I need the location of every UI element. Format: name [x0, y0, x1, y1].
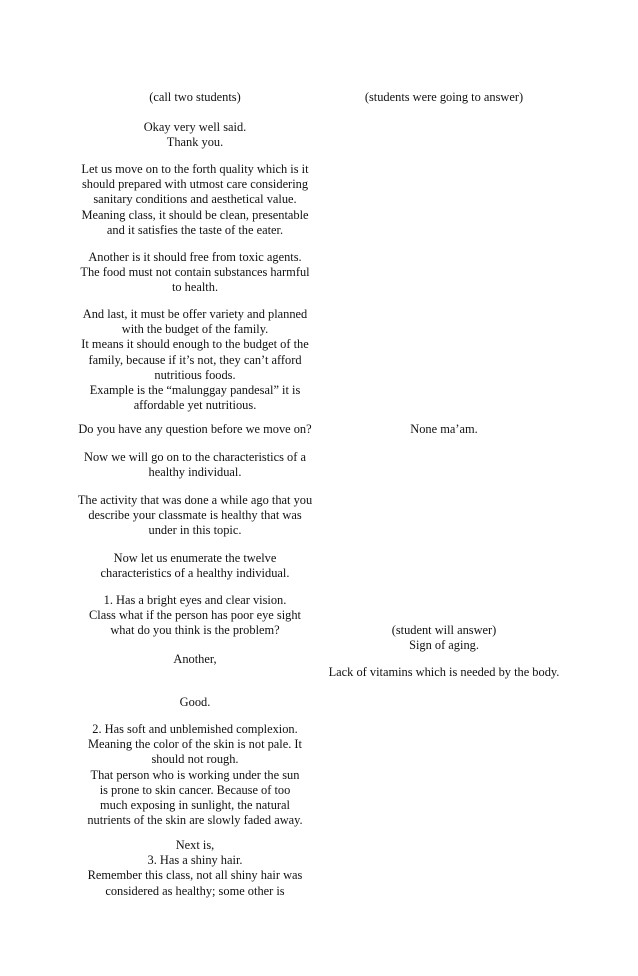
- teacher-text-block: Now let us enumerate the twelve characteristics of a healthy individual.: [100, 551, 290, 581]
- teacher-text-block: Good.: [179, 695, 211, 709]
- teacher-text-block: Do you have any question before we move on?: [78, 422, 312, 436]
- student-text-block: (student will answer) Sign of aging.: [391, 623, 497, 653]
- teacher-text-block: Another is it should free from toxic agents. The food must not contain substances harmful to health.: [80, 250, 310, 295]
- student-text-block: Lack of vitamins which is needed by the body.: [328, 665, 560, 679]
- teacher-text-block: Okay very well said. Thank you.: [143, 120, 247, 150]
- student-text-block: None ma’am.: [410, 422, 478, 436]
- teacher-text-block: The activity that was done a while ago that you describe your classmate is healthy that was under in this topic.: [77, 493, 313, 538]
- teacher-text-block: 2. Has soft and unblemished complexion. Meaning the color of the skin is not pale. It should not rough. That person who is working under the sun is prone to skin cancer. Because of too much exposing in sunlight, the natural nutrients of the skin are slowly faded away.: [87, 722, 303, 828]
- teacher-text-block: Let us move on to the forth quality which is it should prepared with utmost care considering sanitary conditions and aesthetical value. Meaning class, it should be clean, presentable and it satisfies the taste of the eater.: [81, 162, 309, 237]
- teacher-text-block: Now we will go on to the characteristics of a healthy individual.: [84, 450, 306, 480]
- teacher-text-block: Next is, 3. Has a shiny hair. Remember this class, not all shiny hair was considered as healthy; some other is: [87, 838, 303, 898]
- teacher-text-block: And last, it must be offer variety and planned with the budget of the family. It means it should enough to the budget of the family, because if it’s not, they can’t afford nutritious foods. Example is the “malunggay pandesal” it is affordable yet nutritious.: [81, 307, 309, 413]
- teacher-text-block: 1. Has a bright eyes and clear vision. Class what if the person has poor eye sight what do you think is the problem?: [89, 593, 301, 638]
- teacher-text-block: Another,: [173, 652, 217, 666]
- student-text-block: (students were going to answer): [364, 90, 524, 104]
- teacher-text-block: (call two students): [149, 90, 241, 104]
